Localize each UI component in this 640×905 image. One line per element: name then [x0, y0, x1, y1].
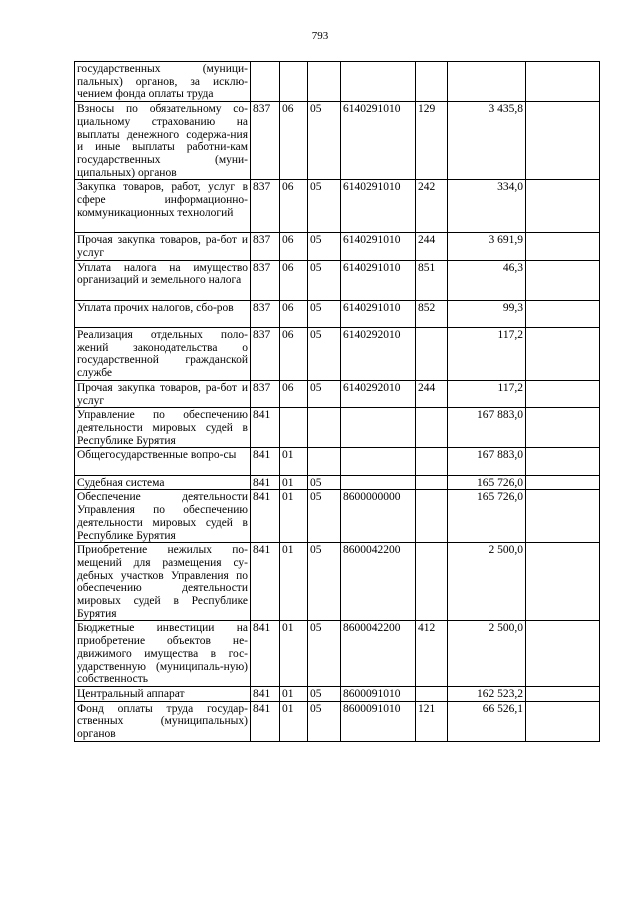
section-code-cell	[280, 408, 308, 448]
row-name-cell: Приобретение нежилых по-мещений для размещения су-дебных участков Управления по обеспечению деятельности мировых судей в Республике Бурятия	[75, 543, 251, 621]
expense-type-cell	[416, 543, 448, 621]
expense-type-cell: 242	[416, 180, 448, 233]
section-code-cell: 06	[280, 380, 308, 407]
expense-type-cell	[416, 408, 448, 448]
table-row	[75, 260, 600, 300]
target-article-cell	[341, 62, 416, 102]
department-code-cell: 841	[251, 475, 280, 490]
row-name-cell: Центральный аппарат	[75, 686, 251, 701]
expense-type-cell: 412	[416, 621, 448, 687]
subsection-code-cell: 05	[308, 475, 341, 490]
table-row	[75, 380, 600, 407]
row-name-cell: Прочая закупка товаров, ра-бот и услуг	[75, 233, 251, 260]
extra-amount-cell	[526, 233, 600, 260]
row-name-cell: Уплата прочих налогов, сбо-ров	[75, 300, 251, 327]
table-row	[75, 300, 600, 327]
amount-cell: 165 726,0	[448, 490, 526, 543]
subsection-code-cell: 05	[308, 260, 341, 300]
row-name-cell: Управление по обеспечению деятельности мировых судей в Республике Бурятия	[75, 408, 251, 448]
extra-amount-cell	[526, 543, 600, 621]
subsection-code-cell	[308, 62, 341, 102]
table-row	[75, 328, 600, 381]
department-code-cell: 837	[251, 300, 280, 327]
budget-table-body	[75, 62, 600, 742]
department-code-cell: 837	[251, 380, 280, 407]
extra-amount-cell	[526, 62, 600, 102]
expense-type-cell	[416, 490, 448, 543]
expense-type-cell: 851	[416, 260, 448, 300]
expense-type-cell	[416, 62, 448, 102]
target-article-cell	[341, 408, 416, 448]
extra-amount-cell	[526, 300, 600, 327]
expense-type-cell: 852	[416, 300, 448, 327]
target-article-cell: 6140292010	[341, 380, 416, 407]
row-name-cell: государственных (муници-пальных) органов, за исклю-чением фонда оплаты труда	[75, 62, 251, 102]
expense-type-cell	[416, 448, 448, 475]
table-row	[75, 475, 600, 490]
row-name-cell: Общегосударственные вопро-сы	[75, 448, 251, 475]
amount-cell: 3 691,9	[448, 233, 526, 260]
section-code-cell: 06	[280, 102, 308, 180]
amount-cell: 334,0	[448, 180, 526, 233]
row-name-cell: Фонд оплаты труда государ-ственных (муниципальных) органов	[75, 701, 251, 741]
target-article-cell: 6140291010	[341, 180, 416, 233]
target-article-cell	[341, 475, 416, 490]
table-row	[75, 686, 600, 701]
department-code-cell: 841	[251, 543, 280, 621]
row-name-cell: Закупка товаров, работ, услуг в сфере информационно-коммуникационных технологий	[75, 180, 251, 233]
subsection-code-cell: 05	[308, 380, 341, 407]
amount-cell: 46,3	[448, 260, 526, 300]
subsection-code-cell	[308, 408, 341, 448]
target-article-cell: 8600091010	[341, 701, 416, 741]
target-article-cell: 8600091010	[341, 686, 416, 701]
extra-amount-cell	[526, 490, 600, 543]
extra-amount-cell	[526, 621, 600, 687]
row-name-cell: Реализация отдельных поло-жений законодательства о государственной гражданской службе	[75, 328, 251, 381]
subsection-code-cell: 05	[308, 686, 341, 701]
subsection-code-cell: 05	[308, 701, 341, 741]
target-article-cell: 6140291010	[341, 300, 416, 327]
subsection-code-cell: 05	[308, 328, 341, 381]
amount-cell	[448, 62, 526, 102]
row-name-cell: Обеспечение деятельности Управления по обеспечению деятельности мировых судей в Республике Бурятия	[75, 490, 251, 543]
section-code-cell: 01	[280, 490, 308, 543]
department-code-cell	[251, 62, 280, 102]
target-article-cell: 8600042200	[341, 621, 416, 687]
expense-type-cell	[416, 328, 448, 381]
amount-cell: 99,3	[448, 300, 526, 327]
target-article-cell: 8600042200	[341, 543, 416, 621]
extra-amount-cell	[526, 701, 600, 741]
amount-cell: 3 435,8	[448, 102, 526, 180]
department-code-cell: 841	[251, 701, 280, 741]
section-code-cell: 06	[280, 233, 308, 260]
department-code-cell: 841	[251, 686, 280, 701]
target-article-cell: 6140292010	[341, 328, 416, 381]
table-row	[75, 180, 600, 233]
section-code-cell: 01	[280, 701, 308, 741]
row-name-cell: Прочая закупка товаров, ра-бот и услуг	[75, 380, 251, 407]
section-code-cell	[280, 62, 308, 102]
section-code-cell: 06	[280, 328, 308, 381]
subsection-code-cell: 05	[308, 102, 341, 180]
row-name-cell: Взносы по обязательному со-циальному страхованию на выплаты денежного содержа-ния и иные выплаты работни-кам государственных (муни-ципальных) органов	[75, 102, 251, 180]
extra-amount-cell	[526, 475, 600, 490]
section-code-cell: 01	[280, 686, 308, 701]
extra-amount-cell	[526, 102, 600, 180]
subsection-code-cell: 05	[308, 621, 341, 687]
table-row	[75, 62, 600, 102]
amount-cell: 2 500,0	[448, 621, 526, 687]
table-row	[75, 102, 600, 180]
amount-cell: 167 883,0	[448, 408, 526, 448]
expense-type-cell: 244	[416, 233, 448, 260]
department-code-cell: 837	[251, 233, 280, 260]
amount-cell: 165 726,0	[448, 475, 526, 490]
extra-amount-cell	[526, 328, 600, 381]
budget-table	[74, 61, 600, 742]
extra-amount-cell	[526, 408, 600, 448]
section-code-cell: 01	[280, 621, 308, 687]
amount-cell: 66 526,1	[448, 701, 526, 741]
table-row	[75, 448, 600, 475]
expense-type-cell: 244	[416, 380, 448, 407]
amount-cell: 2 500,0	[448, 543, 526, 621]
department-code-cell: 837	[251, 328, 280, 381]
section-code-cell: 01	[280, 475, 308, 490]
extra-amount-cell	[526, 380, 600, 407]
amount-cell: 162 523,2	[448, 686, 526, 701]
page-number: 793	[311, 30, 329, 42]
subsection-code-cell	[308, 448, 341, 475]
department-code-cell: 841	[251, 621, 280, 687]
extra-amount-cell	[526, 448, 600, 475]
department-code-cell: 837	[251, 102, 280, 180]
target-article-cell: 6140291010	[341, 102, 416, 180]
row-name-cell: Бюджетные инвестиции на приобретение объектов не-движимого имущества в гос-ударственную (муниципаль-ную) собственность	[75, 621, 251, 687]
table-row	[75, 490, 600, 543]
table-row	[75, 233, 600, 260]
amount-cell: 117,2	[448, 380, 526, 407]
expense-type-cell	[416, 686, 448, 701]
extra-amount-cell	[526, 260, 600, 300]
table-row	[75, 701, 600, 741]
department-code-cell: 841	[251, 490, 280, 543]
section-code-cell: 06	[280, 180, 308, 233]
extra-amount-cell	[526, 180, 600, 233]
department-code-cell: 837	[251, 180, 280, 233]
table-row	[75, 408, 600, 448]
department-code-cell: 841	[251, 448, 280, 475]
amount-cell: 167 883,0	[448, 448, 526, 475]
department-code-cell: 837	[251, 260, 280, 300]
expense-type-cell	[416, 475, 448, 490]
subsection-code-cell: 05	[308, 543, 341, 621]
section-code-cell: 06	[280, 300, 308, 327]
target-article-cell	[341, 448, 416, 475]
table-row	[75, 621, 600, 687]
expense-type-cell: 121	[416, 701, 448, 741]
table-row	[75, 543, 600, 621]
row-name-cell: Судебная система	[75, 475, 251, 490]
department-code-cell: 841	[251, 408, 280, 448]
subsection-code-cell: 05	[308, 300, 341, 327]
target-article-cell: 8600000000	[341, 490, 416, 543]
extra-amount-cell	[526, 686, 600, 701]
subsection-code-cell: 05	[308, 180, 341, 233]
subsection-code-cell: 05	[308, 233, 341, 260]
section-code-cell: 06	[280, 260, 308, 300]
amount-cell: 117,2	[448, 328, 526, 381]
subsection-code-cell: 05	[308, 490, 341, 543]
section-code-cell: 01	[280, 448, 308, 475]
row-name-cell: Уплата налога на имущество организаций и земельного налога	[75, 260, 251, 300]
target-article-cell: 6140291010	[341, 260, 416, 300]
expense-type-cell: 129	[416, 102, 448, 180]
target-article-cell: 6140291010	[341, 233, 416, 260]
section-code-cell: 01	[280, 543, 308, 621]
